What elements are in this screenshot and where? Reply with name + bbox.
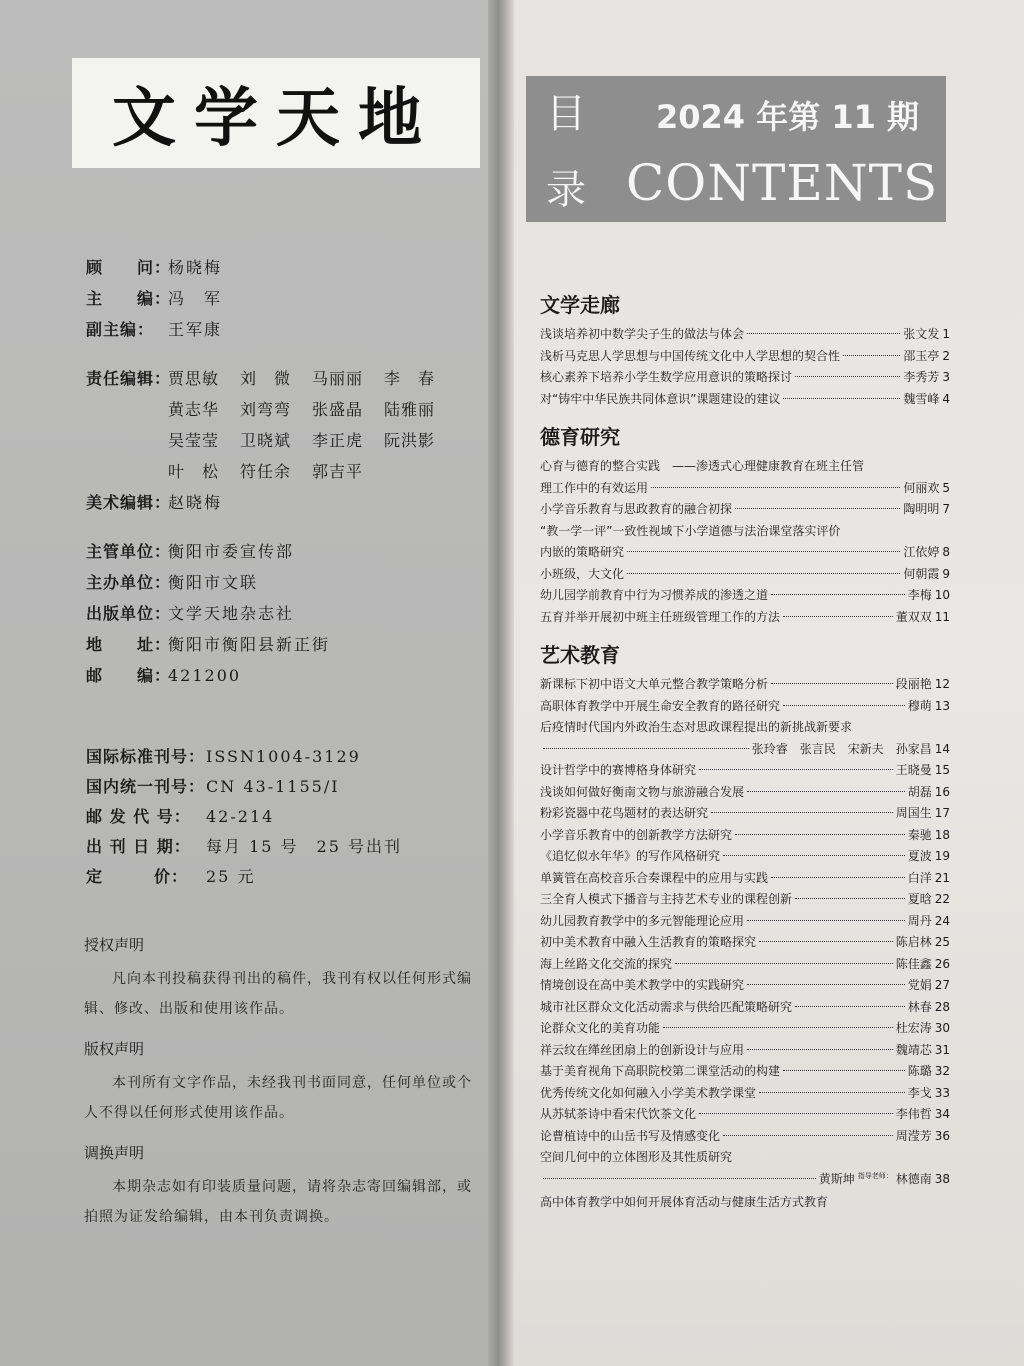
toc-leader-dots xyxy=(723,855,905,856)
toc-leader-dots xyxy=(627,573,900,574)
toc-entry-title: 论曹植诗中的山岳书写及情感变化 xyxy=(540,1128,721,1143)
staff-adviser xyxy=(86,252,486,283)
toc-entry[interactable] xyxy=(540,868,950,890)
toc-entry[interactable] xyxy=(540,521,950,564)
toc-leader-dots xyxy=(627,551,900,552)
toc-entry-title: 《追忆似水年华》的写作风格研究 xyxy=(540,849,721,863)
org-value: 文学天地杂志社 xyxy=(168,604,295,623)
staff-art-editor xyxy=(86,487,486,518)
magazine-title: 文学天地 xyxy=(112,81,440,156)
toc-entry-line xyxy=(540,1126,950,1148)
staff-label: 主 编： xyxy=(86,289,172,308)
staff-chief-editor xyxy=(86,283,486,314)
toc-entry-page: 28 xyxy=(934,999,950,1014)
org-label: 地 址： xyxy=(86,635,172,654)
toc-entry-line xyxy=(540,825,950,847)
staff-list xyxy=(86,252,486,691)
toc-entry-author: 胡磊 xyxy=(907,784,932,799)
toc-entry-line xyxy=(540,674,950,696)
toc-entry-line xyxy=(540,782,950,804)
toc-entry-author: 张文发 xyxy=(903,327,940,341)
toc-leader-dots xyxy=(747,333,900,334)
staff-label: 顾 问： xyxy=(86,258,172,277)
contents-word: CONTENTS xyxy=(626,154,939,212)
toc-entry[interactable] xyxy=(540,975,950,997)
notice-text-authorization: 凡向本刊投稿获得刊出的稿件，我刊有权以任何形式编辑、修改、出版和使用该作品。 xyxy=(84,971,472,1017)
toc-entry-page: 16 xyxy=(934,784,950,799)
toc-entry[interactable] xyxy=(540,782,950,804)
editor-name: 刘 微 xyxy=(240,369,292,388)
toc-entry-title: 从苏轼茶诗中看宋代饮茶文化 xyxy=(540,1107,697,1121)
toc-entry-line xyxy=(540,1104,950,1126)
toc-entry-page: 11 xyxy=(934,609,950,624)
toc-entry-title: 心育与德育的整合实践 ——渗透式心理健康教育在班主任管 xyxy=(540,459,865,473)
org-supervisor xyxy=(86,536,486,567)
toc-entry-line xyxy=(540,1169,950,1193)
toc-entry-title: 情境创设在高中美术教学中的实践研究 xyxy=(540,978,745,992)
toc-entry-page: 10 xyxy=(934,588,950,602)
toc-entry-line xyxy=(540,324,950,346)
toc-entry-author: 邵玉亭 xyxy=(903,348,940,363)
toc-entry-author: 张玲睿 张言民 宋新夫 孙家昌 xyxy=(751,741,932,756)
toc-entry-author: 周滢芳 xyxy=(895,1128,932,1143)
toc-leader-dots xyxy=(771,594,905,595)
editors-grid xyxy=(168,363,456,487)
toc-entry[interactable] xyxy=(540,760,950,782)
toc-entry-author: 林春 xyxy=(907,999,932,1014)
org-label: 主管单位： xyxy=(86,542,172,561)
toc-entry-title: 浅析马克思人学思想与中国传统文化中人学思想的契合性 xyxy=(540,348,841,363)
toc-entry-line xyxy=(540,499,950,521)
toc-leader-dots xyxy=(711,812,893,813)
toc-entry-line xyxy=(540,954,950,976)
toc-entry-line xyxy=(540,542,950,564)
toc-entry[interactable] xyxy=(540,932,950,954)
toc-entry-page: 5 xyxy=(942,480,950,495)
toc-leader-dots xyxy=(699,1113,893,1114)
editor-name: 贾思敏 xyxy=(168,369,220,388)
toc-entry-line xyxy=(540,478,950,500)
notice-text-exchange: 本期杂志如有印装质量问题，请将杂志寄回编辑部，或拍照为证发给编辑，由本刊负责调换。 xyxy=(84,1179,472,1225)
toc-entry-author: 王晓曼 xyxy=(895,763,932,777)
toc-leader-dots xyxy=(747,791,905,792)
toc-entry-title: 空间几何中的立体图形及其性质研究 xyxy=(540,1150,733,1164)
toc-entry-title: 后疫情时代国内外政治生态对思政课程提出的新挑战新要求 xyxy=(540,720,853,734)
org-label: 出版单位： xyxy=(86,604,172,623)
toc-entry-title: 幼儿园教育教学中的多元智能理论应用 xyxy=(540,913,745,928)
toc-entry-title: 祥云纹在缂丝团扇上的创新设计与应用 xyxy=(540,1042,745,1057)
pub-value: CN 43-1155/I xyxy=(206,777,340,796)
toc-entry-author: 秦驰 xyxy=(907,827,932,842)
toc-entry-line xyxy=(540,564,950,586)
toc-leader-dots xyxy=(735,508,900,509)
pub-post-code xyxy=(86,802,486,832)
toc-entry-line xyxy=(540,803,950,825)
spacer xyxy=(86,345,486,363)
toc-leader-dots xyxy=(735,834,905,835)
toc-entry-page: 38 xyxy=(934,1171,950,1186)
staff-label: 美术编辑： xyxy=(86,493,172,512)
toc-entry-line xyxy=(540,975,950,997)
toc-entry-page: 7 xyxy=(942,502,950,516)
org-publisher xyxy=(86,598,486,629)
toc-entry-author: 李梅 xyxy=(907,588,932,602)
toc-entry-page: 17 xyxy=(934,806,950,820)
toc-entry-author: 董双双 xyxy=(895,609,932,624)
toc-entry[interactable] xyxy=(540,1040,950,1062)
toc-entry-page: 3 xyxy=(942,370,950,384)
toc-entry-page: 32 xyxy=(934,1064,950,1078)
toc-entry-title: 高职体育教学中开展生命安全教育的路径研究 xyxy=(540,698,781,713)
toc-entry-author: 陈启林 xyxy=(895,935,932,949)
toc-entry[interactable] xyxy=(540,911,950,933)
toc-leader-dots xyxy=(699,769,893,770)
pub-price xyxy=(86,862,486,892)
toc-entry-author: 李戈 xyxy=(907,1085,932,1100)
toc-entry-title: 海上丝路文化交流的探究 xyxy=(540,956,673,971)
toc-entry-page: 14 xyxy=(934,741,950,756)
magazine-masthead xyxy=(72,58,480,168)
toc-entry-page: 22 xyxy=(934,892,950,906)
toc-leader-dots xyxy=(747,1049,893,1050)
pub-label: 邮 发 代 号： xyxy=(86,807,191,826)
toc-leader-dots xyxy=(795,376,900,377)
toc-entry-author: 夏波 xyxy=(907,849,932,863)
toc-entry-author: 江依婷 xyxy=(903,545,940,559)
toc-entry-title: 单簧管在高校音乐合奏课程中的应用与实践 xyxy=(540,870,769,885)
toc-entry-page: 25 xyxy=(934,935,950,949)
contents-header xyxy=(526,76,946,222)
toc-entry-line xyxy=(540,607,950,629)
toc-entry-author: 陶明明 xyxy=(903,502,940,516)
section-title: 艺术教育 xyxy=(540,643,620,667)
toc-entry[interactable] xyxy=(540,564,950,586)
toc-entry[interactable] xyxy=(540,846,950,868)
pub-label: 国内统一刊号： xyxy=(86,777,206,796)
toc-entry-title: 内嵌的策略研究 xyxy=(540,545,625,559)
toc-entry-title: 三全育人模式下播音与主持艺术专业的课程创新 xyxy=(540,892,793,906)
toc-entry-page: 34 xyxy=(934,1107,950,1121)
toc-entry-page: 15 xyxy=(934,763,950,777)
pub-value: 25 元 xyxy=(206,867,256,886)
toc-entry-page: 26 xyxy=(934,956,950,971)
publication-info xyxy=(86,742,486,892)
toc-entry-title: 核心素养下培养小学生数学应用意识的策略探讨 xyxy=(540,370,793,384)
toc-entry[interactable] xyxy=(540,1126,950,1148)
toc-entry-line xyxy=(540,1040,950,1062)
toc-leader-dots xyxy=(795,1006,905,1007)
toc-leader-dots xyxy=(783,398,900,399)
toc-entry[interactable] xyxy=(540,456,950,499)
toc-entry-line xyxy=(540,911,950,933)
toc-entry[interactable] xyxy=(540,346,950,368)
org-address xyxy=(86,629,486,660)
editor-name: 卫晓斌 xyxy=(240,431,292,450)
staff-value: 王军康 xyxy=(168,320,223,339)
toc-entry-line xyxy=(540,1061,950,1083)
toc-entry[interactable] xyxy=(540,997,950,1019)
toc-entry-page: 13 xyxy=(934,698,950,713)
toc-leader-dots xyxy=(771,683,893,684)
contents-lu: 录 xyxy=(546,167,586,213)
toc-leader-dots xyxy=(543,748,749,749)
staff-value: 赵晓梅 xyxy=(168,493,223,512)
staff-editors xyxy=(86,363,486,487)
editor-name: 黄志华 xyxy=(168,400,220,419)
toc-entry-title: 新课标下初中语文大单元整合教学策略分析 xyxy=(540,677,769,691)
toc-entry-title: 初中美术教育中融入生活教育的策略探究 xyxy=(540,935,757,949)
toc-entry-page: 27 xyxy=(934,978,950,992)
editor-name: 吴莹莹 xyxy=(168,431,220,450)
toc-entry-title: 基于美育视角下高职院校第二课堂活动的构建 xyxy=(540,1064,781,1078)
toc-entry[interactable] xyxy=(540,585,950,607)
toc-entry-author: 白洋 xyxy=(907,870,932,885)
toc-entry-page: 19 xyxy=(934,849,950,863)
editor-name: 符任余 xyxy=(240,462,292,481)
toc-entry-title: 浅谈如何做好衡南文物与旅游融合发展 xyxy=(540,784,745,799)
toc-entry-line xyxy=(540,389,950,411)
toc-entry[interactable] xyxy=(540,825,950,847)
pub-schedule xyxy=(86,832,486,862)
toc-entry-author: 穆萌 xyxy=(907,698,932,713)
toc-entry-page: 21 xyxy=(934,870,950,885)
toc-entry-title: 五育并举开展初中班主任班级管理工作的方法 xyxy=(540,609,781,624)
staff-label: 副主编： xyxy=(86,320,155,339)
toc-entry-author: 杜宏涛 xyxy=(895,1021,932,1035)
toc-entry-page: 30 xyxy=(934,1021,950,1035)
toc-leader-dots xyxy=(723,1135,893,1136)
toc-entry-line xyxy=(540,1018,950,1040)
toc-entry-line xyxy=(540,521,950,543)
toc-leader-dots xyxy=(651,487,900,488)
toc-entry-author: 魏靖芯 xyxy=(895,1042,932,1057)
org-sponsor xyxy=(86,567,486,598)
toc-entry-title: 粉彩瓷器中花鸟题材的表达研究 xyxy=(540,806,709,820)
editor-name: 李 春 xyxy=(384,369,436,388)
pub-value: 每月 15 号 25 号出刊 xyxy=(206,837,402,856)
pub-label: 国际标准刊号： xyxy=(86,747,206,766)
toc-entry-line xyxy=(540,932,950,954)
toc-entry-page: 18 xyxy=(934,827,950,842)
toc-entry-title: 城市社区群众文化活动需求与供给匹配策略研究 xyxy=(540,999,793,1014)
toc-entry-author: 党娟 xyxy=(907,978,932,992)
toc-entry-author: 何朝霞 xyxy=(903,566,940,581)
toc-entry-line xyxy=(540,739,950,761)
toc-entry[interactable] xyxy=(540,1147,950,1192)
editor-name: 陆雅丽 xyxy=(384,400,436,419)
toc-entry-page: 1 xyxy=(942,327,950,341)
toc-entry[interactable] xyxy=(540,696,950,718)
editor-name: 郭吉平 xyxy=(312,462,364,481)
editor-name: 李正虎 xyxy=(312,431,364,450)
pub-issn xyxy=(86,742,486,772)
staff-deputy-editor xyxy=(86,314,486,345)
toc-leader-dots xyxy=(783,1070,905,1071)
toc-leader-dots xyxy=(771,877,905,878)
pub-cn xyxy=(86,772,486,802)
toc-entry-title: 理工作中的有效运用 xyxy=(540,480,649,495)
editor-name: 马丽丽 xyxy=(312,369,364,388)
toc-entry-title: 小学音乐教育与思政教育的融合初探 xyxy=(540,502,733,516)
toc-entry-author: 李秀芳 xyxy=(903,370,940,384)
toc-leader-dots xyxy=(663,1027,893,1028)
toc-entry-page: 36 xyxy=(934,1128,950,1143)
org-label: 主办单位： xyxy=(86,573,172,592)
toc-entry-title: 对“铸牢中华民族共同体意识”课题建设的建议 xyxy=(540,391,781,406)
toc-entry[interactable] xyxy=(540,674,950,696)
toc-entry-author: 周丹 xyxy=(907,913,932,928)
pub-label: 出 刊 日 期： xyxy=(86,837,191,856)
toc-entry-author: 黄斯坤 xyxy=(818,1171,855,1186)
toc-leader-dots xyxy=(747,984,905,985)
pub-value: 42-214 xyxy=(206,807,275,826)
toc-entry-author: 陈璐 xyxy=(907,1064,932,1078)
toc-entry-title: 论群众文化的美育功能 xyxy=(540,1021,661,1035)
editor-name: 张盛晶 xyxy=(312,400,364,419)
toc-entry-line xyxy=(540,346,950,368)
org-value: 421200 xyxy=(168,666,242,685)
toc-entry-line xyxy=(540,846,950,868)
toc-entry[interactable] xyxy=(540,717,950,760)
toc-entry-line xyxy=(540,868,950,890)
issue-number: 2024 年第 11 期 xyxy=(656,98,920,136)
staff-value: 杨晓梅 xyxy=(168,258,223,277)
toc-entry-line xyxy=(540,889,950,911)
toc-entry-title: 小学音乐教育中的创新教学方法研究 xyxy=(540,827,733,842)
toc-entry-line xyxy=(540,696,950,718)
page-spine xyxy=(488,0,514,1366)
staff-label: 责任编辑： xyxy=(86,369,172,388)
toc-leader-dots xyxy=(759,1092,905,1093)
toc-leader-dots xyxy=(543,1178,816,1179)
toc-entry[interactable] xyxy=(540,954,950,976)
toc-entry-line xyxy=(540,717,950,739)
toc-entry-line xyxy=(540,1192,950,1214)
toc-entry-mentor: 林德南 xyxy=(895,1171,932,1186)
pub-label: 定 价： xyxy=(86,867,189,886)
org-value: 衡阳市衡阳县新正街 xyxy=(168,635,331,654)
toc-leader-dots xyxy=(783,705,905,706)
toc-entry-page: 8 xyxy=(942,545,950,559)
toc-entry-author: 周国生 xyxy=(895,806,932,820)
org-value: 衡阳市委宣传部 xyxy=(168,542,295,561)
toc-entry-author: 段丽艳 xyxy=(895,677,932,691)
toc-leader-dots xyxy=(675,963,893,964)
toc-entry-title: 高中体育教学中如何开展体育活动与健康生活方式教育 xyxy=(540,1195,829,1209)
toc-entry-line xyxy=(540,760,950,782)
notice-title-copyright: 版权声明 xyxy=(84,1040,145,1058)
toc-entry-author: 魏雪峰 xyxy=(903,391,940,406)
toc-entry[interactable] xyxy=(540,803,950,825)
org-label: 邮 编： xyxy=(86,666,172,685)
toc-entry-title: “教一学一评”一致性视域下小学道德与法治课堂落实评价 xyxy=(540,523,841,538)
org-postcode xyxy=(86,660,486,691)
toc-entry-title: 幼儿园学前教育中行为习惯养成的渗透之道 xyxy=(540,588,769,602)
toc-leader-dots xyxy=(843,355,900,356)
toc-entry-title: 浅谈培养初中数学尖子生的做法与体会 xyxy=(540,327,745,341)
toc-entry-line xyxy=(540,997,950,1019)
toc-entry[interactable] xyxy=(540,499,950,521)
notice-title-authorization: 授权声明 xyxy=(84,936,145,954)
toc-entry-page: 12 xyxy=(934,677,950,691)
editor-name: 阮洪影 xyxy=(384,431,436,450)
toc-entry-line xyxy=(540,456,950,478)
toc-entry-page: 31 xyxy=(934,1042,950,1057)
notices xyxy=(84,934,474,1246)
toc-entry-line xyxy=(540,1083,950,1105)
toc-entry[interactable] xyxy=(540,324,950,346)
toc-entry-title: 设计哲学中的赛博格身体研究 xyxy=(540,763,697,777)
toc-leader-dots xyxy=(795,898,905,899)
section-spacer xyxy=(540,628,950,636)
toc-entry-author: 夏晗 xyxy=(907,892,932,906)
toc-entry[interactable] xyxy=(540,1061,950,1083)
editor-name: 刘弯弯 xyxy=(240,400,292,419)
staff-value: 冯 军 xyxy=(168,289,223,308)
toc-entry[interactable] xyxy=(540,607,950,629)
editor-name: 叶 松 xyxy=(168,462,220,481)
toc-entry-title: 优秀传统文化如何融入小学美术教学课堂 xyxy=(540,1085,757,1100)
toc-entry-title: 小班级，大文化 xyxy=(540,566,625,581)
section-title: 文学走廊 xyxy=(540,293,620,317)
toc-leader-dots xyxy=(747,920,905,921)
toc-entry-author: 李伟哲 xyxy=(895,1107,932,1121)
toc-entry[interactable] xyxy=(540,389,950,411)
toc-entry-line xyxy=(540,585,950,607)
toc-entry-page: 9 xyxy=(942,566,950,581)
contents-mu: 目 xyxy=(546,91,586,137)
toc-entry[interactable] xyxy=(540,1104,950,1126)
toc-entry-page: 2 xyxy=(942,348,950,363)
toc-leader-dots xyxy=(759,941,893,942)
section-spacer xyxy=(540,410,950,418)
section-title: 德育研究 xyxy=(540,425,620,449)
notice-text-copyright: 本刊所有文字作品，未经我刊书面同意，任何单位或个人不得以任何形式使用该作品。 xyxy=(84,1075,472,1121)
toc-entry-author: 陈佳鑫 xyxy=(895,956,932,971)
spacer xyxy=(86,518,486,536)
toc-entry[interactable] xyxy=(540,889,950,911)
toc-entry-page: 33 xyxy=(934,1085,950,1100)
pub-value: ISSN1004-3129 xyxy=(206,747,361,766)
toc-entry[interactable] xyxy=(540,1018,950,1040)
toc-entry-page: 24 xyxy=(934,913,950,928)
toc-entry[interactable] xyxy=(540,367,950,389)
notice-title-exchange: 调换声明 xyxy=(84,1144,145,1162)
toc-leader-dots xyxy=(783,616,893,617)
toc-entry[interactable] xyxy=(540,1083,950,1105)
toc-entry-line xyxy=(540,367,950,389)
toc-entry[interactable] xyxy=(540,1192,950,1214)
toc-entry-author: 何丽欢 xyxy=(903,480,940,495)
org-value: 衡阳市文联 xyxy=(168,573,259,592)
table-of-contents xyxy=(540,286,950,1214)
toc-mentor-label: 指导老师： xyxy=(857,1171,893,1180)
toc-entry-page: 4 xyxy=(942,391,950,406)
